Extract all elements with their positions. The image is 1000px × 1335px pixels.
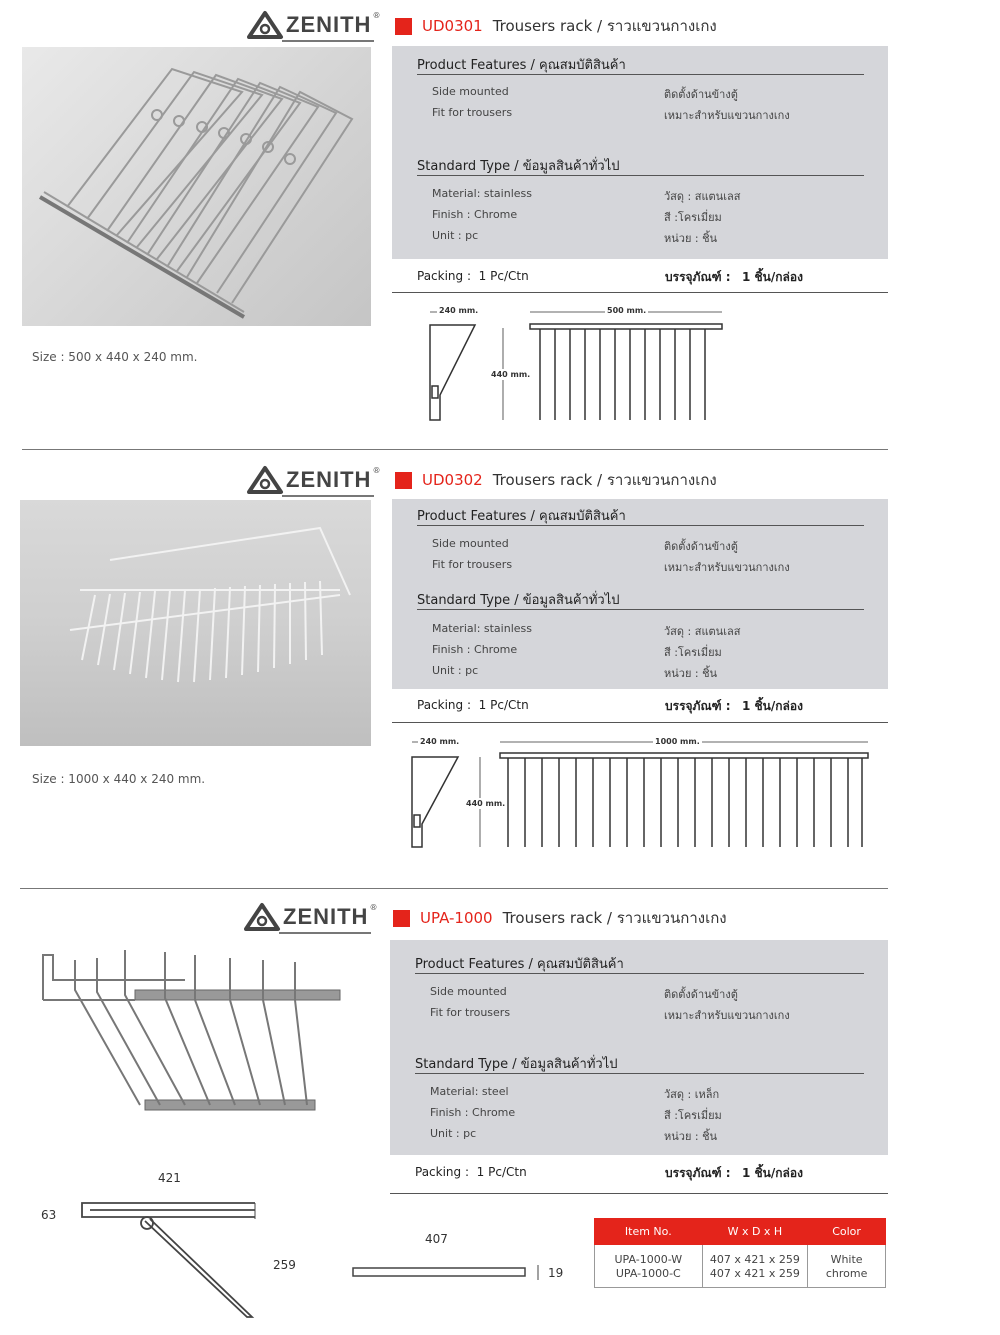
brand-name: ZENITH xyxy=(283,904,369,929)
features-title: Product Features / คุณสมบัติสินค้า xyxy=(417,509,626,524)
zenith-triangle-icon xyxy=(243,902,281,932)
size-text: Size : 1000 x 440 x 240 mm. xyxy=(32,772,206,786)
dim-259: 259 xyxy=(273,1258,296,1272)
section-divider xyxy=(415,1073,864,1074)
dim-63: 63 xyxy=(41,1208,57,1222)
standard-en: Material: steel xyxy=(430,1085,509,1098)
red-square-icon xyxy=(393,910,410,927)
standard-th: วัสดุ : เหล็ก xyxy=(664,1088,720,1101)
table-header: Item No. xyxy=(595,1219,703,1245)
feature-th: เหมาะสำหรับแขวนกางเกง xyxy=(664,109,790,122)
rack-illustration xyxy=(20,500,371,746)
feature-en: Fit for trousers xyxy=(430,1006,511,1019)
logo-underline xyxy=(282,40,374,42)
product-code: UD0301 xyxy=(422,17,483,35)
dim-407: 407 xyxy=(425,1232,448,1246)
product-title-ud0302 xyxy=(395,468,717,492)
standard-en: Unit : pc xyxy=(432,229,479,242)
product-name: Trousers rack / ราวแขวนกางเกง xyxy=(502,909,727,927)
feature-en: Side mounted xyxy=(432,85,509,98)
table-header: W x D x H xyxy=(702,1219,808,1245)
standard-th: หน่วย : ชิ้น xyxy=(664,1130,718,1143)
section-divider xyxy=(417,609,864,610)
standard-th: สี :โครเมี่ยม xyxy=(664,211,722,224)
dimension-drawing-ud0301 xyxy=(400,300,740,430)
logo-underline xyxy=(279,932,371,934)
product-code: UPA-1000 xyxy=(420,909,493,927)
table-header-row xyxy=(595,1219,886,1245)
bar-drawing xyxy=(350,1262,540,1282)
product-separator xyxy=(20,888,888,889)
product-photo-upa1000 xyxy=(35,940,345,1130)
rack-illustration xyxy=(22,47,371,326)
feature-en: Fit for trousers xyxy=(432,558,513,571)
table-row xyxy=(595,1245,886,1267)
table-cell: 407 x 421 x 259 xyxy=(702,1266,808,1287)
feature-th: เหมาะสำหรับแขวนกางเกง xyxy=(664,561,790,574)
packing-th: บรรจุภัณฑ์ : 1 ชิ้น/กล่อง xyxy=(665,270,803,284)
red-square-icon xyxy=(395,472,412,489)
packing-divider xyxy=(392,292,888,293)
brand-name: ZENITH xyxy=(286,12,372,37)
table-cell: chrome xyxy=(808,1266,886,1287)
product-separator xyxy=(22,449,888,450)
zenith-logo xyxy=(246,465,380,495)
spec-panel xyxy=(390,940,888,1155)
rack-illustration xyxy=(35,940,345,1130)
table-cell: White xyxy=(808,1245,886,1267)
spec-panel xyxy=(392,499,888,689)
packing-divider xyxy=(392,722,888,723)
features-title: Product Features / คุณสมบัติสินค้า xyxy=(417,58,626,73)
product-name: Trousers rack / ราวแขวนกางเกง xyxy=(492,471,717,489)
standard-en: Unit : pc xyxy=(432,664,479,677)
packing-en: Packing : 1 Pc/Ctn xyxy=(417,698,529,712)
dim-depth-label: 240 mm. xyxy=(420,737,460,746)
product-code: UD0302 xyxy=(422,471,483,489)
section-divider xyxy=(417,525,864,526)
zenith-triangle-icon xyxy=(246,10,284,40)
features-title: Product Features / คุณสมบัติสินค้า xyxy=(415,957,624,972)
registered-mark: ® xyxy=(369,902,378,912)
standard-th: วัสดุ : สแตนเลส xyxy=(664,625,741,638)
table-cell: 407 x 421 x 259 xyxy=(702,1245,808,1267)
section-divider xyxy=(415,973,864,974)
packing-divider xyxy=(390,1193,888,1194)
table-cell: UPA-1000-C xyxy=(595,1266,703,1287)
zenith-logo xyxy=(246,10,380,40)
rack-rods xyxy=(508,758,862,847)
dim-19: 19 xyxy=(548,1266,564,1280)
table-cell: UPA-1000-W xyxy=(595,1245,703,1267)
dim-width-label: 500 mm. xyxy=(607,306,647,315)
standard-en: Material: stainless xyxy=(432,187,532,200)
zenith-triangle-icon xyxy=(246,465,284,495)
packing-th: บรรจุภัณฑ์ : 1 ชิ้น/กล่อง xyxy=(665,1166,803,1180)
dimension-drawing-ud0302 xyxy=(400,732,880,857)
standard-en: Unit : pc xyxy=(430,1127,477,1140)
size-text: Size : 500 x 440 x 240 mm. xyxy=(32,350,198,364)
logo-underline xyxy=(282,495,374,497)
side-profile-drawing xyxy=(60,1195,280,1325)
product-title-ud0301 xyxy=(395,14,717,38)
feature-th: ติดตั้งด้านข้างตู้ xyxy=(664,988,738,1001)
dim-height-label: 440 mm. xyxy=(491,370,531,379)
standard-th: วัสดุ : สแตนเลส xyxy=(664,190,741,203)
dim-depth-label: 240 mm. xyxy=(439,306,479,315)
feature-en: Side mounted xyxy=(430,985,507,998)
standard-en: Material: stainless xyxy=(432,622,532,635)
product-photo-ud0301 xyxy=(22,47,371,326)
section-divider xyxy=(417,175,864,176)
feature-en: Fit for trousers xyxy=(432,106,513,119)
brand-name: ZENITH xyxy=(286,467,372,492)
item-spec-table xyxy=(594,1218,886,1288)
zenith-logo xyxy=(243,902,377,932)
packing-en: Packing : 1 Pc/Ctn xyxy=(415,1165,527,1179)
registered-mark: ® xyxy=(372,10,381,20)
feature-th: ติดตั้งด้านข้างตู้ xyxy=(664,540,738,553)
dim-width-label: 1000 mm. xyxy=(655,737,700,746)
registered-mark: ® xyxy=(372,465,381,475)
product-title-upa1000 xyxy=(393,906,727,930)
feature-th: เหมาะสำหรับแขวนกางเกง xyxy=(664,1009,790,1022)
standard-th: สี :โครเมี่ยม xyxy=(664,646,722,659)
standard-title: Standard Type / ข้อมูลสินค้าทั่วไป xyxy=(417,159,620,174)
standard-title: Standard Type / ข้อมูลสินค้าทั่วไป xyxy=(417,593,620,608)
table-row xyxy=(595,1266,886,1287)
product-photo-ud0302 xyxy=(20,500,371,746)
standard-en: Finish : Chrome xyxy=(432,208,518,221)
section-divider xyxy=(417,74,864,75)
feature-en: Side mounted xyxy=(432,537,509,550)
product-name: Trousers rack / ราวแขวนกางเกง xyxy=(492,17,717,35)
red-square-icon xyxy=(395,18,412,35)
standard-th: หน่วย : ชิ้น xyxy=(664,667,718,680)
standard-th: สี :โครเมี่ยม xyxy=(664,1109,722,1122)
dim-421: 421 xyxy=(158,1171,181,1185)
feature-th: ติดตั้งด้านข้างตู้ xyxy=(664,88,738,101)
spec-panel xyxy=(392,46,888,259)
standard-title: Standard Type / ข้อมูลสินค้าทั่วไป xyxy=(415,1057,618,1072)
standard-th: หน่วย : ชิ้น xyxy=(664,232,718,245)
dim-height-label: 440 mm. xyxy=(466,799,506,808)
standard-en: Finish : Chrome xyxy=(432,643,518,656)
packing-en: Packing : 1 Pc/Ctn xyxy=(417,269,529,283)
table-header: Color xyxy=(808,1219,886,1245)
packing-th: บรรจุภัณฑ์ : 1 ชิ้น/กล่อง xyxy=(665,699,803,713)
standard-en: Finish : Chrome xyxy=(430,1106,516,1119)
